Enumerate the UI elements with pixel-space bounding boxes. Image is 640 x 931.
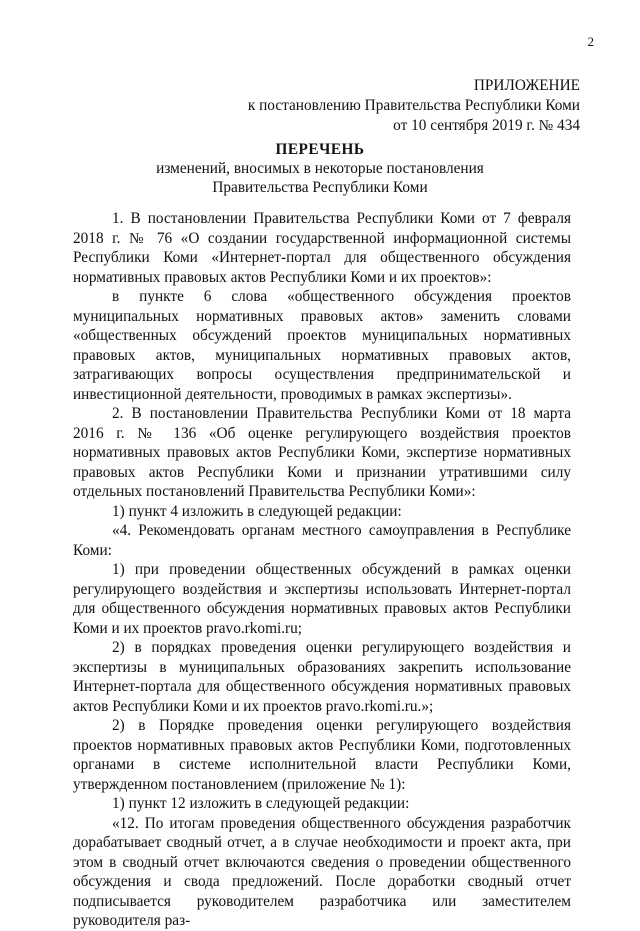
document-title: ПЕРЕЧЕНЬ [275,141,365,158]
paragraph-1: 1. В постановлении Правительства Республики Коми от 7 февраля 2018 г. № 76 «О создании государственной информационной системы Республики Коми «Интернет-портал для общественного обсуждения нормативных правовых актов Республики Коми и их проектов»: [73,210,571,286]
document-heading [0,140,640,197]
paragraph-8: 2) в Порядке проведения оценки регулирующего воздействия проектов нормативных правовых актов Республики Коми, подготовленных органами в системе исполнительной власти Республики Коми, утвержденном постановлением (приложение № 1): [73,717,571,793]
paragraph-7: 2) в порядках проведения оценки регулирующего воздействия и экспертизы в муниципальных образованиях закрепить использование Интернет-портала для общественного обсуждения нормативных правовых актов Республики Коми и их проектов pravo.rkomi.ru.»; [73,639,571,715]
paragraph-6: 1) при проведении общественных обсуждений в рамках оценки регулирующего воздействия и экспертизы использовать Интернет-портал для общественного обсуждения нормативных правовых актов Республики Коми и их проектов pravo.rkomi.ru; [73,561,571,637]
paragraph-9: 1) пункт 12 изложить в следующей редакции: [112,795,410,812]
paragraph-5: «4. Рекомендовать органам местного самоуправления в Республике Коми: [73,522,571,559]
appendix-label: ПРИЛОЖЕНИЕ [473,77,580,94]
paragraph-10: «12. По итогам проведения общественного обсуждения разработчик дорабатывает сводный отчет, а в случае необходимости и проект акта, при этом в сводный отчет включаются сведения о проведении общественного обсуждения и свода предложений. После доработки сводный отчет подписывается руководителем разработчика или заместителем руководителя раз- [73,814,571,929]
document-body [73,209,571,931]
document-subtitle-line-1: изменений, вносимых в некоторые постановления [156,160,484,177]
page-number: 2 [587,34,594,49]
document-subtitle-line-2: Правительства Республики Коми [212,179,428,196]
appendix-reference: к постановлению Правительства Республики Коми [247,97,580,114]
paragraph-3: 2. В постановлении Правительства Республики Коми от 18 марта 2016 г. № 136 «Об оценке регулирующего воздействия проектов нормативных правовых актов Республики Коми, экспертизе нормативных правовых актов Республики Коми и признании утратившими силу отдельных постановлений Правительства Республики Коми»: [73,405,571,500]
appendix-header [248,76,580,136]
paragraph-4: 1) пункт 4 изложить в следующей редакции: [112,502,402,520]
paragraph-2: в пункте 6 слова «общественного обсуждения проектов муниципальных нормативных правовых актов» заменить словами «общественных обсуждений проектов муниципальных нормативных правовых актов, муниципальных нормативных правовых актов, затрагивающих вопросы осуществления предпринимательской и инвестиционной деятельности, проводимых в рамках экспертизы». [73,288,571,403]
appendix-date: от 10 сентября 2019 г. № 434 [393,117,580,134]
